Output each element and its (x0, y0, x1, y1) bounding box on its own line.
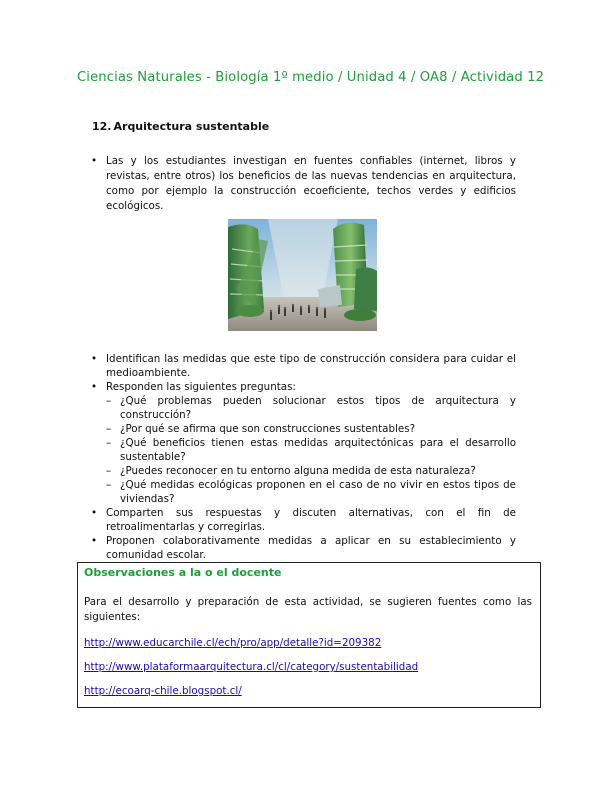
bullet-text: Proponen colaborativamente medidas a aplicar en su establecimiento y comunidad escolar. (106, 535, 516, 561)
bullet-text: Identifican las medidas que este tipo de construcción considera para cuidar el medioambiente. (106, 353, 516, 379)
activity-bullet-list (90, 352, 516, 562)
section-title (92, 120, 269, 133)
list-item (90, 506, 516, 534)
question-item: – ¿Qué medidas ecológicas proponen en el caso de no vivir en estos tipos de viviendas? (106, 478, 516, 506)
source-link-educarchile[interactable]: http://www.educarchile.cl/ech/pro/app/detalle?id=209382 (84, 637, 382, 649)
sustainable-architecture-photo (228, 219, 377, 331)
section-title-text: Arquitectura sustentable (113, 120, 270, 133)
list-item: • Las y los estudiantes investigan en fuentes confiables (internet, libros y revistas, entre otros) los beneficios de las nuevas tendencias en arquitectura, como por ejemplo la construcción ecoeficiente, techos verdes y edificios ecológicos. (90, 154, 516, 214)
source-link-ecoarq[interactable]: http://ecoarq-chile.blogspot.cl/ (84, 685, 242, 697)
question-item: – ¿Puedes reconocer en tu entorno alguna medida de esta naturaleza? (106, 464, 516, 478)
source-link-plataformaarquitectura[interactable]: http://www.plataformaarquitectura.cl/cl/category/sustentabilidad (84, 661, 419, 673)
intro-bullet-list (90, 154, 516, 214)
question-item: – ¿Por qué se afirma que son construcciones sustentables? (106, 422, 516, 436)
teacher-observations-box (77, 562, 541, 708)
bullet-text: Comparten sus respuestas y discuten alternativas, con el fin de retroalimentarlas y corregirlas. (106, 507, 516, 533)
questions-list (106, 394, 516, 506)
observations-title: Observaciones a la o el docente (84, 566, 282, 579)
list-item (90, 380, 516, 506)
question-item: – ¿Qué beneficios tienen estas medidas arquitectónicas para el desarrollo sustentable? (106, 436, 516, 464)
list-item (90, 352, 516, 380)
question-item: – ¿Qué problemas pueden solucionar estos tipos de arquitectura y construcción? (106, 394, 516, 422)
observations-text: Para el desarrollo y preparación de esta actividad, se sugieren fuentes como las siguientes: (84, 596, 532, 623)
document-header: Ciencias Naturales - Biología 1º medio / Unidad 4 / OA8 / Actividad 12 (77, 70, 545, 85)
section-number: 12. (92, 120, 112, 133)
list-item (90, 534, 516, 562)
bullet-text: Responden las siguientes preguntas: (106, 381, 296, 393)
